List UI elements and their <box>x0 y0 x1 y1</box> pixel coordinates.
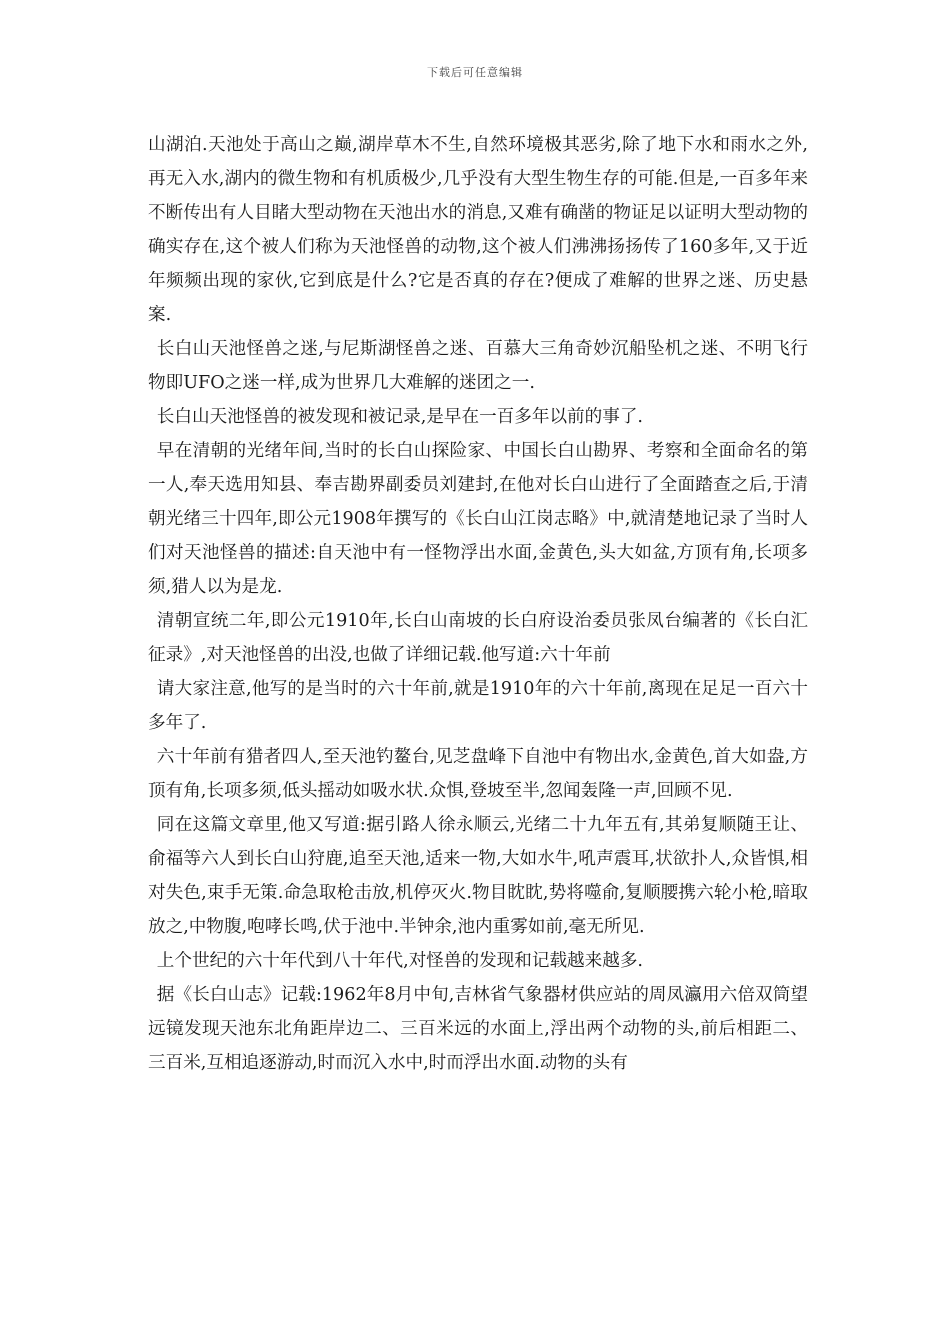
paragraph: 早在清朝的光绪年间,当时的长白山探险家、中国长白山勘界、考察和全面命名的第一人,奉天选用知县、奉吉勘界副委员刘建封,在他对长白山进行了全面踏查之后,于清朝光绪三十四年,即公元1908年撰写的《长白山江岗志略》中,就清楚地记录了当时人们对天池怪兽的描述:自天池中有一怪物浮出水面,金黄色,头大如盆,方顶有角,长项多须,猎人以为是龙. <box>148 441 808 597</box>
paragraph: 上个世纪的六十年代到八十年代,对怪兽的发现和记载越来越多. <box>156 951 644 971</box>
paragraph: 清朝宣统二年,即公元1910年,长白山南坡的长白府设治委员张凤台编著的《长白汇征录》,对天池怪兽的出没,也做了详细记载.他写道:六十年前 <box>148 611 808 665</box>
paragraph: 长白山天池怪兽的被发现和被记录,是早在一百多年以前的事了. <box>156 407 644 427</box>
page-header: 下载后可任意编辑 <box>427 66 523 79</box>
paragraph: 同在这篇文章里,他又写道:据引路人徐永顺云,光绪二十九年五有,其弟复顺随王让、俞福等六人到长白山狩鹿,追至天池,适来一物,大如水牛,吼声震耳,状欲扑人,众皆惧,相对失色,束手无策.命急取枪击放,机停灭火.物目眈眈,势将噬俞,复顺腰携六轮小枪,暗取放之,中物腹,咆哮长鸣,伏于池中.半钟余,池内重雾如前,毫无所见. <box>148 815 808 937</box>
paragraph: 长白山天池怪兽之迷,与尼斯湖怪兽之迷、百慕大三角奇妙沉船坠机之迷、不明飞行物即UFO之迷一样,成为世界几大难解的迷团之一. <box>148 339 808 393</box>
paragraph: 六十年前有猎者四人,至天池钓鳌台,见芝盘峰下自池中有物出水,金黄色,首大如盎,方顶有角,长项多须,低头摇动如吸水状.众惧,登坡至半,忽闻轰隆一声,回顾不见. <box>148 747 808 801</box>
paragraph: 请大家注意,他写的是当时的六十年前,就是1910年的六十年前,离现在足足一百六十多年了. <box>148 679 808 733</box>
paragraph: 据《长白山志》记载:1962年8月中旬,吉林省气象器材供应站的周凤瀛用六倍双筒望远镜发现天池东北角距岸边二、三百米远的水面上,浮出两个动物的头,前后相距二、三百米,互相追逐游动,时而沉入水中,时而浮出水面.动物的头有 <box>148 985 808 1073</box>
paragraph: 山湖泊.天池处于高山之巅,湖岸草木不生,自然环境极其恶劣,除了地下水和雨水之外,再无入水,湖内的微生物和有机质极少,几乎没有大型生物生存的可能.但是,一百多年来不断传出有人目睹大型动物在天池出水的消息,又难有确凿的物证足以证明大型动物的确实存在,这个被人们称为天池怪兽的动物,这个被人们沸沸扬扬传了160多年,又于近年频频出现的家伙,它到底是什么?它是否真的存在?便成了难解的世界之迷、历史悬案. <box>148 135 808 325</box>
document-body <box>148 128 808 1080</box>
